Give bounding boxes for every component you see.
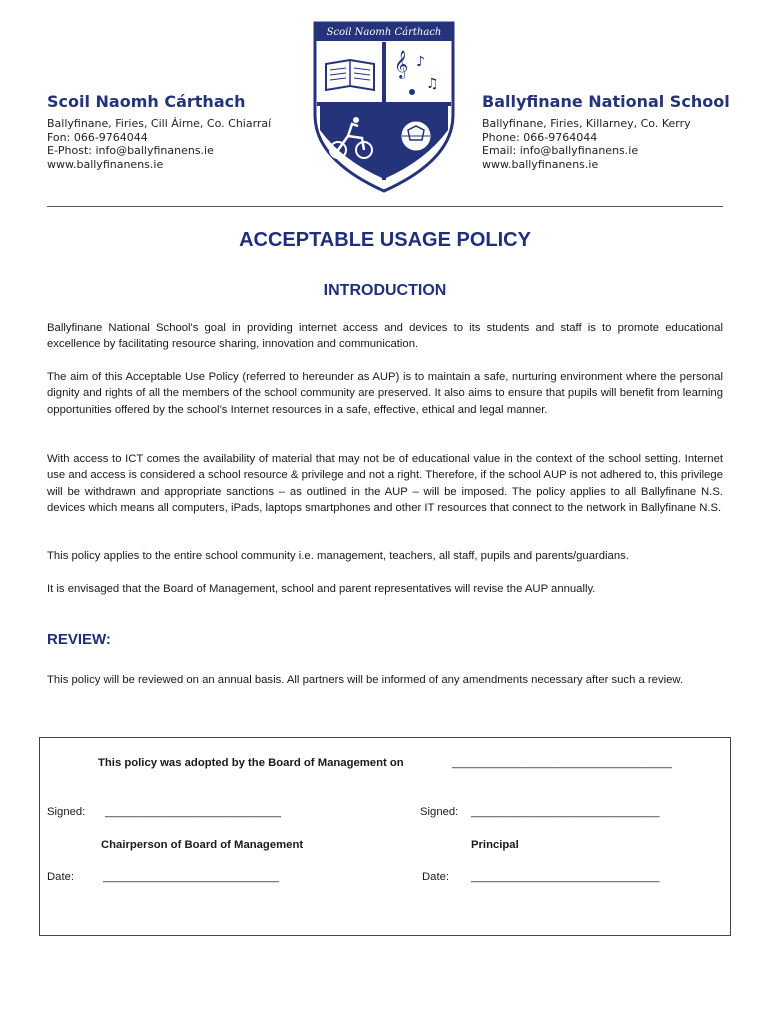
introduction-heading: INTRODUCTION <box>323 282 447 299</box>
intro-paragraph-5: It is envisaged that the Board of Management, school and parent representatives will revise the AUP annually. <box>47 583 596 595</box>
phone-irish: Fon: 066-9764044 <box>47 130 148 144</box>
address-irish: Ballyfinane, Firies, Cill Áirne, Co. Chiarraí <box>47 117 272 130</box>
header-divider <box>47 206 723 207</box>
header-right-english <box>482 92 742 171</box>
signed-line-chair[interactable]: ____________________________ <box>105 806 281 818</box>
adopted-date-line[interactable]: ___________________________________ <box>452 757 672 769</box>
svg-text:♫: ♫ <box>426 76 439 92</box>
signed-line-principal[interactable]: ______________________________ <box>471 806 660 818</box>
date-label-chair: Date: <box>47 871 75 883</box>
review-paragraph: This policy will be reviewed on an annual basis. All partners will be informed of any amendments necessary after such a review. <box>47 674 684 686</box>
role-principal: Principal <box>471 839 519 851</box>
review-heading: REVIEW: <box>47 631 111 648</box>
school-name-english: Ballyfinane National School <box>482 92 730 111</box>
signature-box <box>39 737 731 936</box>
intro-paragraph-4: This policy applies to the entire school community i.e. management, teachers, all staff, pupils and parents/guardians. <box>47 550 629 562</box>
school-crest-logo <box>312 20 456 194</box>
date-line-principal[interactable]: ______________________________ <box>471 871 660 883</box>
crest-text: Scoil Naomh Cárthach <box>326 27 442 38</box>
signed-label-chair: Signed: <box>47 806 86 818</box>
role-chairperson: Chairperson of Board of Management <box>101 839 304 851</box>
school-name-irish: Scoil Naomh Cárthach <box>47 92 246 111</box>
svg-text:♪: ♪ <box>416 54 425 70</box>
intro-paragraph-1: Ballyfinane National School's goal in providing internet access and devices to its students and staff is to promote educational excellence by facilitating resource sharing, innovation and communication. <box>47 322 723 351</box>
signed-label-principal: Signed: <box>420 806 459 818</box>
header-left-irish <box>47 92 327 171</box>
date-line-chair[interactable]: ____________________________ <box>103 871 279 883</box>
date-label-principal: Date: <box>422 871 450 883</box>
svg-text:𝄞: 𝄞 <box>394 50 409 78</box>
document-title: ACCEPTABLE USAGE POLICY <box>239 229 531 251</box>
intro-paragraph-3: With access to ICT comes the availability of material that may not be of educational value in the context of the school setting. Internet use and access is considered a school resource & privilege and not a right. Therefore, if the school AUP is not adhered to, this privilege will be withdrawn and appropriate sanctions – as outlined in the AUP – will be imposed. The policy applies to all Ballyfinane N.S. devices which means all computers, iPads, laptops smartphones and other IT resources that connect to the network in Ballyfinane N.S. <box>47 453 723 514</box>
email-english[interactable]: Email: info@ballyfinanens.ie <box>482 144 639 157</box>
email-irish[interactable]: E-Phost: info@ballyfinanens.ie <box>47 144 214 157</box>
website-irish[interactable]: www.ballyfinanens.ie <box>47 157 164 171</box>
website-english[interactable]: www.ballyfinanens.ie <box>482 157 599 171</box>
intro-paragraph-2: The aim of this Acceptable Use Policy (referred to hereunder as AUP) is to maintain a safe, nurturing environment where the personal dignity and rights of all the members of the school community are preserved. It also aims to ensure that pupils will benefit from learning opportunities offered by the school’s Internet resources in a safe, effective, ethical and legal manner. <box>47 371 723 416</box>
address-english: Ballyfinane, Firies, Killarney, Co. Kerry <box>482 117 691 130</box>
adopted-label: This policy was adopted by the Board of Management on <box>98 757 404 769</box>
phone-english: Phone: 066-9764044 <box>482 130 598 144</box>
